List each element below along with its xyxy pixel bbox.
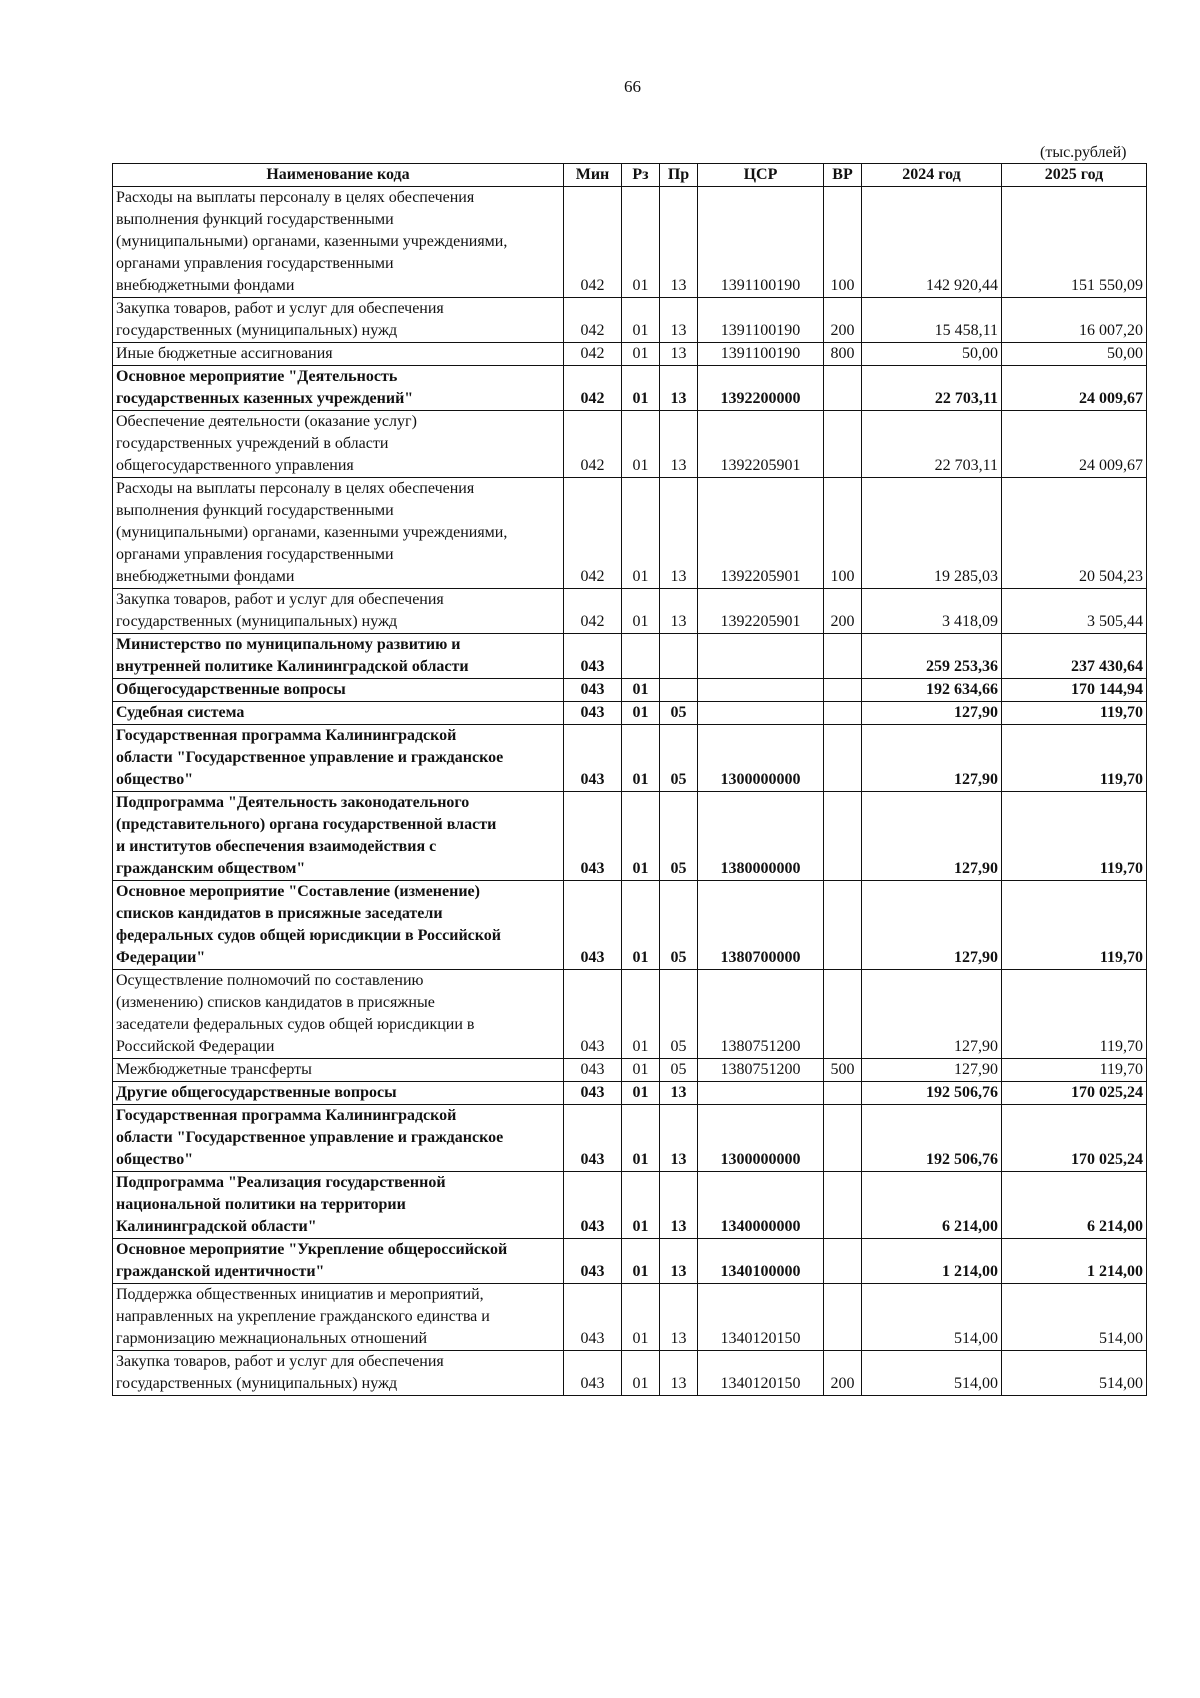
cell-pr: 13	[660, 411, 698, 478]
cell-2024: 192 506,76	[862, 1082, 1002, 1105]
table-header-row	[113, 164, 1147, 187]
cell-2024: 142 920,44	[862, 187, 1002, 298]
cell-2024: 127,90	[862, 725, 1002, 792]
cell-vr: 200	[824, 589, 862, 634]
cell-2025: 24 009,67	[1002, 366, 1147, 411]
cell-min: 043	[564, 1059, 622, 1082]
cell-name: Подпрограмма "Деятельность законодательного (представительного) органа государственной власти и институтов обеспечения взаимодействия с гражданским обществом"	[113, 792, 564, 881]
cell-csr: 1380700000	[698, 881, 824, 970]
cell-name: Закупка товаров, работ и услуг для обеспечения государственных (муниципальных) нужд	[113, 298, 564, 343]
cell-2025: 119,70	[1002, 725, 1147, 792]
cell-name: Основное мероприятие "Укрепление общероссийской гражданской идентичности"	[113, 1239, 564, 1284]
table-row	[113, 1284, 1147, 1351]
cell-vr: 500	[824, 1059, 862, 1082]
cell-vr	[824, 1284, 862, 1351]
cell-2024: 22 703,11	[862, 366, 1002, 411]
cell-min: 043	[564, 1284, 622, 1351]
cell-min: 043	[564, 725, 622, 792]
table-row	[113, 1172, 1147, 1239]
cell-name: Подпрограмма "Реализация государственной национальной политики на территории Калининградской области"	[113, 1172, 564, 1239]
cell-rz: 01	[622, 343, 660, 366]
cell-min: 043	[564, 1082, 622, 1105]
budget-table	[112, 163, 1147, 1396]
cell-2025: 6 214,00	[1002, 1172, 1147, 1239]
cell-rz: 01	[622, 1284, 660, 1351]
cell-name: Основное мероприятие "Деятельность государственных казенных учреждений"	[113, 366, 564, 411]
cell-2024: 127,90	[862, 792, 1002, 881]
cell-pr: 13	[660, 1172, 698, 1239]
cell-2025: 170 144,94	[1002, 679, 1147, 702]
cell-pr: 05	[660, 881, 698, 970]
cell-pr: 05	[660, 725, 698, 792]
cell-min: 042	[564, 411, 622, 478]
cell-csr: 1380000000	[698, 792, 824, 881]
table-row	[113, 881, 1147, 970]
cell-pr: 05	[660, 1059, 698, 1082]
cell-2024: 127,90	[862, 1059, 1002, 1082]
table-row	[113, 1059, 1147, 1082]
cell-min: 043	[564, 1105, 622, 1172]
cell-2024: 127,90	[862, 702, 1002, 725]
cell-name: Расходы на выплаты персоналу в целях обеспечения выполнения функций государственными (муниципальными) органами, казенными учреждениями, органами управления государственными внебюджетными фондами	[113, 187, 564, 298]
cell-vr	[824, 634, 862, 679]
cell-min: 043	[564, 1172, 622, 1239]
cell-pr: 05	[660, 970, 698, 1059]
cell-2024: 15 458,11	[862, 298, 1002, 343]
cell-pr	[660, 679, 698, 702]
cell-pr: 05	[660, 702, 698, 725]
cell-name: Общегосударственные вопросы	[113, 679, 564, 702]
cell-rz	[622, 634, 660, 679]
cell-csr: 1380751200	[698, 970, 824, 1059]
cell-name: Основное мероприятие "Составление (изменение) списков кандидатов в присяжные заседатели федеральных судов общей юрисдикции в Российской Федерации"	[113, 881, 564, 970]
cell-min: 043	[564, 792, 622, 881]
cell-rz: 01	[622, 1172, 660, 1239]
cell-rz: 01	[622, 298, 660, 343]
cell-2024: 127,90	[862, 881, 1002, 970]
cell-vr: 200	[824, 298, 862, 343]
cell-rz: 01	[622, 702, 660, 725]
cell-min: 042	[564, 589, 622, 634]
cell-rz: 01	[622, 366, 660, 411]
cell-2025: 170 025,24	[1002, 1082, 1147, 1105]
table-row	[113, 679, 1147, 702]
cell-2025: 119,70	[1002, 792, 1147, 881]
cell-vr: 100	[824, 478, 862, 589]
cell-min: 042	[564, 478, 622, 589]
cell-vr	[824, 725, 862, 792]
cell-csr: 1300000000	[698, 1105, 824, 1172]
cell-rz: 01	[622, 725, 660, 792]
cell-rz: 01	[622, 1059, 660, 1082]
cell-name: Судебная система	[113, 702, 564, 725]
cell-csr: 1391100190	[698, 298, 824, 343]
cell-min: 042	[564, 343, 622, 366]
cell-rz: 01	[622, 589, 660, 634]
cell-csr: 1340120150	[698, 1351, 824, 1396]
cell-rz: 01	[622, 187, 660, 298]
cell-2025: 20 504,23	[1002, 478, 1147, 589]
cell-2025: 24 009,67	[1002, 411, 1147, 478]
cell-2024: 127,90	[862, 970, 1002, 1059]
cell-vr	[824, 679, 862, 702]
cell-2025: 151 550,09	[1002, 187, 1147, 298]
cell-pr: 13	[660, 478, 698, 589]
cell-pr: 13	[660, 1351, 698, 1396]
cell-rz: 01	[622, 1082, 660, 1105]
cell-csr: 1392205901	[698, 589, 824, 634]
table-body	[113, 187, 1147, 1396]
header-2024: 2024 год	[862, 164, 1002, 187]
cell-2025: 119,70	[1002, 702, 1147, 725]
cell-name: Иные бюджетные ассигнования	[113, 343, 564, 366]
cell-vr	[824, 366, 862, 411]
table-row	[113, 478, 1147, 589]
cell-rz: 01	[622, 792, 660, 881]
cell-min: 043	[564, 881, 622, 970]
table-row	[113, 298, 1147, 343]
cell-csr	[698, 1082, 824, 1105]
cell-pr: 13	[660, 1105, 698, 1172]
cell-pr: 05	[660, 792, 698, 881]
cell-min: 043	[564, 679, 622, 702]
header-pr: Пр	[660, 164, 698, 187]
cell-2024: 22 703,11	[862, 411, 1002, 478]
cell-rz: 01	[622, 881, 660, 970]
table-row	[113, 792, 1147, 881]
cell-csr: 1392205901	[698, 411, 824, 478]
table-row	[113, 366, 1147, 411]
cell-csr: 1340000000	[698, 1172, 824, 1239]
cell-2025: 514,00	[1002, 1351, 1147, 1396]
cell-csr	[698, 634, 824, 679]
cell-2024: 3 418,09	[862, 589, 1002, 634]
cell-pr: 13	[660, 298, 698, 343]
cell-name: Закупка товаров, работ и услуг для обеспечения государственных (муниципальных) нужд	[113, 589, 564, 634]
table-row	[113, 725, 1147, 792]
cell-vr	[824, 411, 862, 478]
cell-2024: 6 214,00	[862, 1172, 1002, 1239]
header-rz: Рз	[622, 164, 660, 187]
cell-rz: 01	[622, 970, 660, 1059]
table-row	[113, 970, 1147, 1059]
header-min: Мин	[564, 164, 622, 187]
table-row	[113, 702, 1147, 725]
cell-vr: 200	[824, 1351, 862, 1396]
cell-2024: 514,00	[862, 1284, 1002, 1351]
page-number: 66	[624, 77, 641, 96]
cell-name: Государственная программа Калининградской области "Государственное управление и гражданское общество"	[113, 725, 564, 792]
cell-min: 043	[564, 1239, 622, 1284]
cell-pr: 13	[660, 187, 698, 298]
cell-vr	[824, 1105, 862, 1172]
cell-pr	[660, 634, 698, 679]
table-row	[113, 589, 1147, 634]
cell-2024: 50,00	[862, 343, 1002, 366]
cell-rz: 01	[622, 679, 660, 702]
cell-vr	[824, 970, 862, 1059]
cell-min: 043	[564, 1351, 622, 1396]
cell-csr: 1391100190	[698, 187, 824, 298]
cell-csr: 1392205901	[698, 478, 824, 589]
cell-min: 043	[564, 970, 622, 1059]
cell-2025: 170 025,24	[1002, 1105, 1147, 1172]
cell-2025: 237 430,64	[1002, 634, 1147, 679]
cell-pr: 13	[660, 366, 698, 411]
cell-vr	[824, 1082, 862, 1105]
table-row	[113, 411, 1147, 478]
cell-2024: 192 634,66	[862, 679, 1002, 702]
header-vr: ВР	[824, 164, 862, 187]
cell-2024: 192 506,76	[862, 1105, 1002, 1172]
table-row	[113, 1239, 1147, 1284]
cell-pr: 13	[660, 1239, 698, 1284]
units-label: (тыс.рублей)	[1040, 144, 1127, 161]
cell-2025: 1 214,00	[1002, 1239, 1147, 1284]
cell-csr	[698, 702, 824, 725]
cell-2024: 514,00	[862, 1351, 1002, 1396]
cell-name: Государственная программа Калининградской области "Государственное управление и гражданское общество"	[113, 1105, 564, 1172]
cell-csr	[698, 679, 824, 702]
cell-name: Министерство по муниципальному развитию и внутренней политике Калининградской области	[113, 634, 564, 679]
cell-name: Другие общегосударственные вопросы	[113, 1082, 564, 1105]
header-2025: 2025 год	[1002, 164, 1147, 187]
cell-rz: 01	[622, 1105, 660, 1172]
table-row	[113, 1351, 1147, 1396]
cell-2024: 1 214,00	[862, 1239, 1002, 1284]
cell-2024: 19 285,03	[862, 478, 1002, 589]
header-name: Наименование кода	[113, 164, 564, 187]
cell-pr: 13	[660, 1082, 698, 1105]
cell-vr: 800	[824, 343, 862, 366]
cell-name: Поддержка общественных инициатив и мероприятий, направленных на укрепление гражданского единства и гармонизацию межнациональных отношений	[113, 1284, 564, 1351]
cell-rz: 01	[622, 1351, 660, 1396]
cell-min: 042	[564, 298, 622, 343]
cell-min: 042	[564, 187, 622, 298]
cell-vr	[824, 1172, 862, 1239]
cell-min: 043	[564, 702, 622, 725]
cell-rz: 01	[622, 411, 660, 478]
table-row	[113, 187, 1147, 298]
cell-name: Обеспечение деятельности (оказание услуг) государственных учреждений в области общегосударственного управления	[113, 411, 564, 478]
cell-2024: 259 253,36	[862, 634, 1002, 679]
cell-vr: 100	[824, 187, 862, 298]
cell-name: Закупка товаров, работ и услуг для обеспечения государственных (муниципальных) нужд	[113, 1351, 564, 1396]
table-row	[113, 634, 1147, 679]
cell-vr	[824, 881, 862, 970]
cell-2025: 514,00	[1002, 1284, 1147, 1351]
cell-pr: 13	[660, 589, 698, 634]
cell-csr: 1391100190	[698, 343, 824, 366]
header-csr: ЦСР	[698, 164, 824, 187]
cell-name: Расходы на выплаты персоналу в целях обеспечения выполнения функций государственными (муниципальными) органами, казенными учреждениями, органами управления государственными внебюджетными фондами	[113, 478, 564, 589]
cell-name: Межбюджетные трансферты	[113, 1059, 564, 1082]
cell-pr: 13	[660, 1284, 698, 1351]
table-row	[113, 343, 1147, 366]
cell-vr	[824, 1239, 862, 1284]
cell-csr: 1340100000	[698, 1239, 824, 1284]
cell-2025: 3 505,44	[1002, 589, 1147, 634]
cell-vr	[824, 702, 862, 725]
cell-csr: 1380751200	[698, 1059, 824, 1082]
table-row	[113, 1105, 1147, 1172]
cell-min: 042	[564, 366, 622, 411]
cell-csr: 1300000000	[698, 725, 824, 792]
cell-2025: 119,70	[1002, 881, 1147, 970]
cell-vr	[824, 792, 862, 881]
cell-2025: 16 007,20	[1002, 298, 1147, 343]
cell-csr: 1340120150	[698, 1284, 824, 1351]
cell-name: Осуществление полномочий по составлению (изменению) списков кандидатов в присяжные заседатели федеральных судов общей юрисдикции в Российской Федерации	[113, 970, 564, 1059]
cell-2025: 119,70	[1002, 1059, 1147, 1082]
cell-min: 043	[564, 634, 622, 679]
cell-pr: 13	[660, 343, 698, 366]
table-row	[113, 1082, 1147, 1105]
cell-2025: 119,70	[1002, 970, 1147, 1059]
cell-2025: 50,00	[1002, 343, 1147, 366]
cell-rz: 01	[622, 1239, 660, 1284]
cell-rz: 01	[622, 478, 660, 589]
cell-csr: 1392200000	[698, 366, 824, 411]
